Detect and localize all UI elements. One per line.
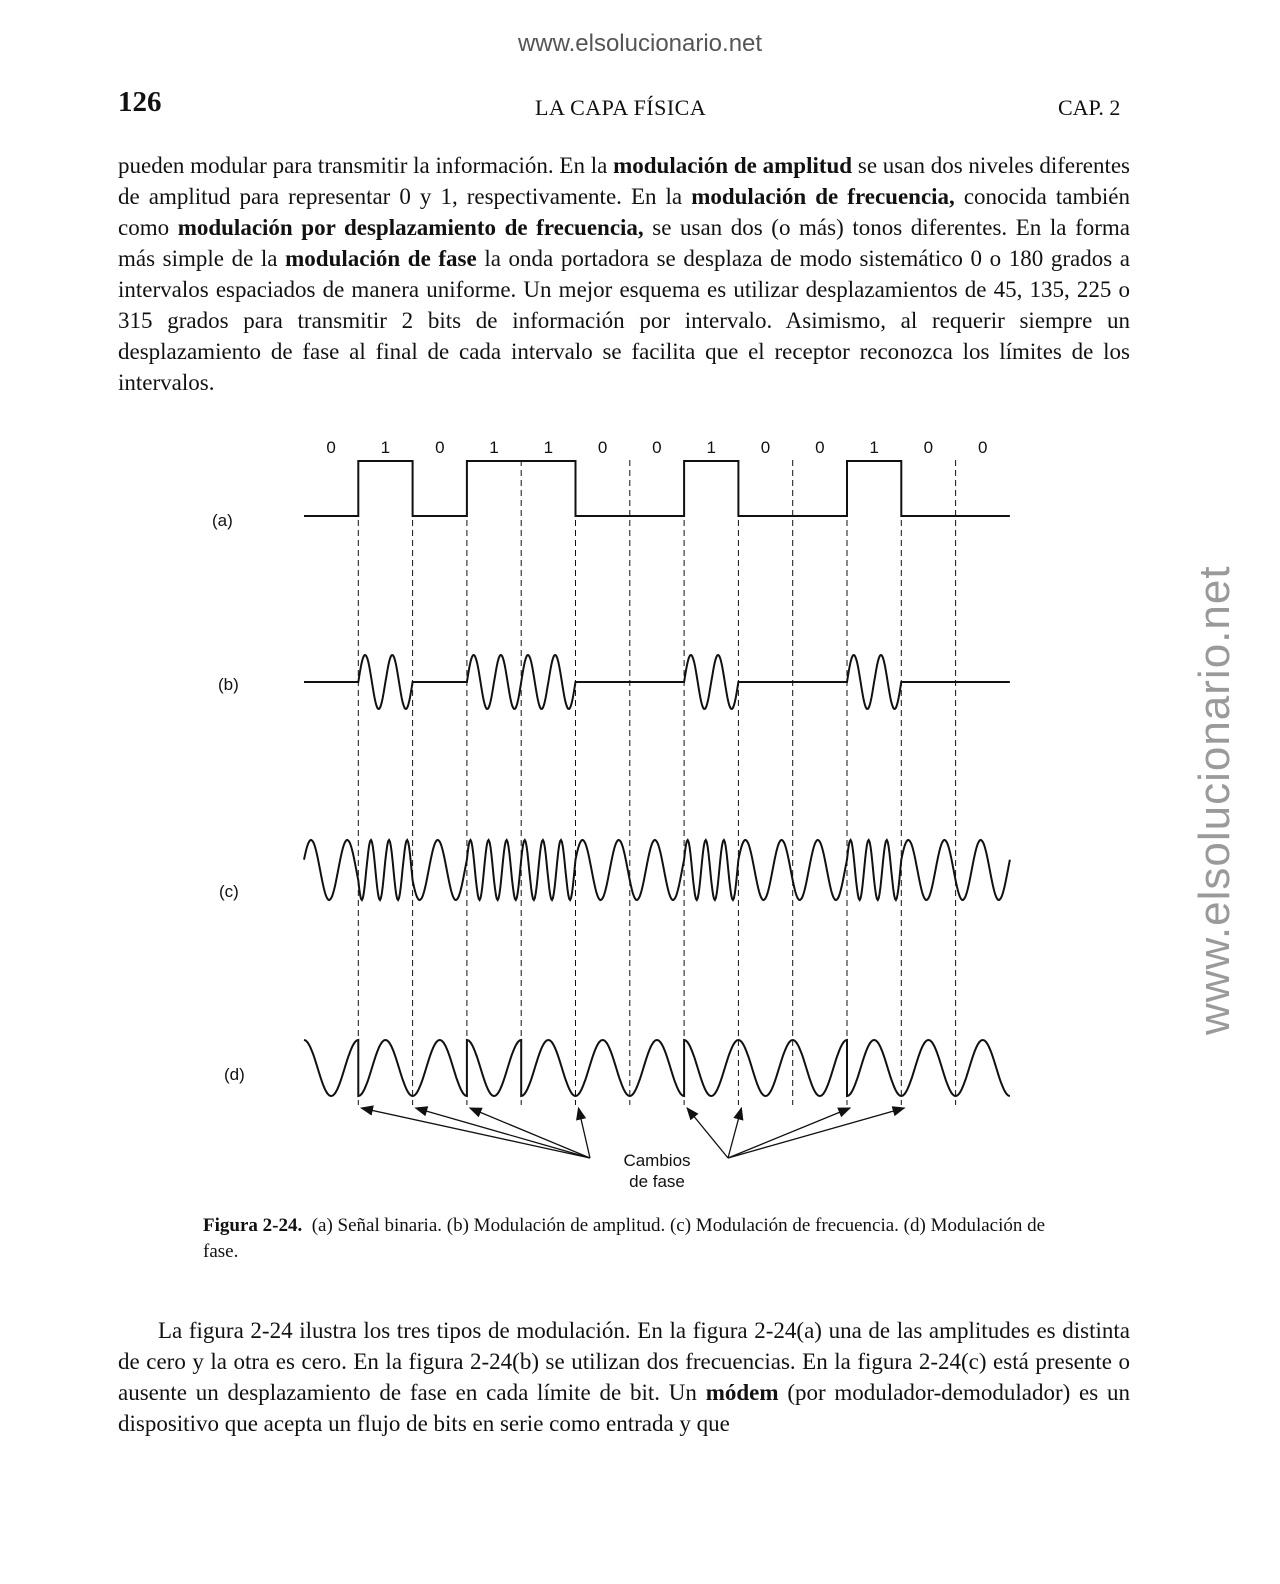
phase-change-arrow <box>687 1108 728 1158</box>
row-label-d: (d) <box>224 1065 245 1084</box>
phase-modulation-wave <box>304 1040 1010 1096</box>
phase-change-arrow <box>728 1108 904 1158</box>
running-title: LA CAPA FÍSICA <box>535 95 707 120</box>
phase-change-arrow <box>579 1108 591 1158</box>
bit-label: 0 <box>597 438 608 457</box>
bit-label: 1 <box>543 438 554 457</box>
phase-change-arrow <box>728 1108 850 1158</box>
bit-label: 1 <box>706 438 716 457</box>
row-label-b: (b) <box>218 675 239 694</box>
figure-caption: Figura 2-24. (a) Señal binaria. (b) Modulación de amplitud. (c) Modulación de frecuencia. (d) Modulación de fase. <box>203 1215 1046 1262</box>
bit-label: 0 <box>815 438 825 457</box>
phase-change-arrow <box>728 1108 741 1158</box>
bit-label: 0 <box>435 438 445 457</box>
bit-label: 1 <box>869 438 879 457</box>
phase-change-arrow <box>470 1108 590 1158</box>
bit-label: 0 <box>760 438 771 457</box>
binary-signal-wave <box>304 461 1010 516</box>
chapter-label: CAP. 2 <box>1058 95 1121 120</box>
bit-label: 0 <box>977 438 988 457</box>
paragraph-1: pueden modular para transmitir la información. En la modulación de amplitud se usan dos niveles diferentes de amplitud para representar 0 y 1, respectivamente. En la modulación de frecuencia, conocida también como modulación por desplazamiento de frecuencia, se usan dos (o más) tonos diferentes. En la forma más simple de la modulación de fase la onda portadora se desplaza de modo sistemático 0 o 180 grados a intervalos espaciados de manera uniforme. Un mejor esquema es utilizar desplazamientos de 45, 135, 225 o 315 grados para transmitir 2 bits de información por intervalo. Asimismo, al requerir siempre un desplazamiento de fase al final de cada intervalo se facilita que el receptor reconozca los límites de los intervalos. <box>118 153 1131 395</box>
watermark-top: www.elsolucionario.net <box>517 30 763 57</box>
phase-change-arrow <box>416 1108 590 1158</box>
phase-change-arrow <box>361 1108 590 1158</box>
row-label-a: (a) <box>212 511 233 530</box>
bit-label: 0 <box>326 438 336 457</box>
amplitude-modulation-wave <box>304 655 1010 709</box>
watermark-side: www.elsolucionario.net <box>1190 565 1239 1035</box>
annotation-cambios: Cambios <box>623 1151 691 1170</box>
row-label-c: (c) <box>219 882 239 901</box>
bit-label: 0 <box>923 438 934 457</box>
frequency-modulation-wave <box>304 840 1010 900</box>
bit-label: 1 <box>489 438 499 457</box>
annotation-de-fase: de fase <box>629 1172 685 1191</box>
paragraph-2: La figura 2-24 ilustra los tres tipos de modulación. En la figura 2-24(a) una de las amplitudes es distinta de cero y la otra es cero. En la figura 2-24(b) se utilizan dos frecuencias. En la figura 2-24(c) está presente o ausente un desplazamiento de fase en cada límite de bit. Un módem (por modulador-demodulador) es un dispositivo que acepta un flujo de bits en serie como entrada y que <box>118 1318 1130 1436</box>
bit-label: 0 <box>652 438 662 457</box>
page-number: 126 <box>118 86 162 118</box>
bit-label: 1 <box>380 438 391 457</box>
